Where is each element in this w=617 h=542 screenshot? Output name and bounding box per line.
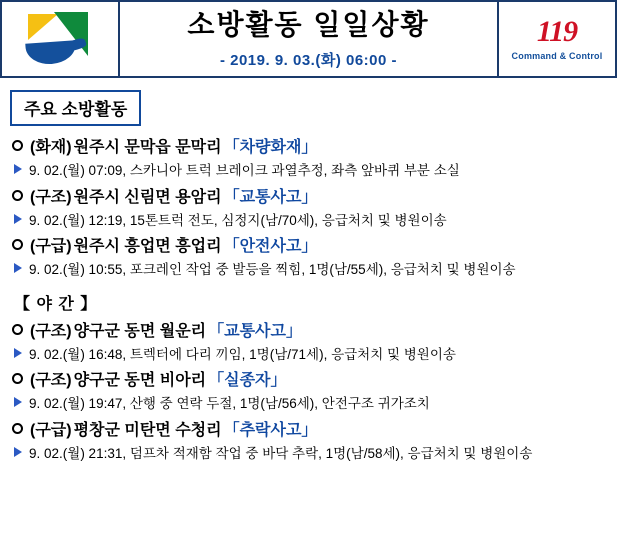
report-header (0, 0, 617, 78)
entry-place: 양구군 동면 비아리 (73, 372, 207, 390)
list-item (12, 237, 617, 279)
circle-bullet-icon (12, 373, 23, 384)
list-item (12, 138, 617, 180)
entry-detail-text: 9. 02.(월) 07:09, 스카니아 트럭 브레이크 과열추정, 좌측 앞바퀴 부분 소실 (29, 163, 460, 178)
entry-category: (구급) (30, 238, 72, 256)
header-title-block (120, 2, 497, 76)
triangle-bullet-icon (14, 447, 22, 457)
list-item (12, 421, 617, 463)
list-item (12, 188, 617, 230)
entry-title (12, 371, 617, 391)
entry-detail-text: 9. 02.(월) 21:31, 덤프차 적재함 작업 중 바닥 추락, 1명(남/58세), 응급처치 및 병원이송 (29, 445, 533, 461)
section-heading: 주요 소방활동 (10, 90, 141, 126)
list-item (12, 322, 617, 364)
agency-logo (2, 2, 120, 76)
entry-place: 양구군 동면 월운리 (73, 322, 207, 340)
entry-title (12, 188, 617, 208)
brand-119-number: 119 (536, 15, 578, 48)
page-subtitle: - 2019. 9. 03.(화) 06:00 - (219, 51, 398, 69)
entry-place: 원주시 흥업면 흥업리 (73, 238, 222, 256)
circle-bullet-icon (12, 190, 23, 201)
entry-detail (12, 212, 617, 230)
entry-kind: 「차량화재」 (223, 139, 318, 156)
entry-title (12, 138, 617, 158)
entry-category: (구조) (30, 188, 72, 206)
entry-detail (12, 261, 617, 279)
entry-category: (구조) (30, 372, 72, 390)
activity-list (0, 126, 617, 462)
triangle-bullet-icon (14, 397, 22, 407)
circle-bullet-icon (12, 239, 23, 250)
triangle-bullet-icon (14, 214, 22, 224)
entry-detail-text: 9. 02.(월) 10:55, 포크레인 작업 중 발등을 찍힘, 1명(남/55세), 응급처치 및 병원이송 (29, 262, 516, 278)
entry-kind: 「안전사고」 (223, 238, 318, 256)
entry-detail-text: 9. 02.(월) 19:47, 산행 중 연락 두절, 1명(남/56세), 안전구조 귀가조치 (29, 396, 430, 412)
list-item (12, 371, 617, 413)
entry-title (12, 237, 617, 257)
entry-kind: 「실종자」 (208, 372, 287, 390)
entry-category: (화재) (30, 139, 72, 156)
brand-119-caption: Command & Control (511, 51, 603, 61)
triangle-bullet-icon (14, 348, 22, 358)
entry-kind: 「교통사고」 (208, 322, 302, 340)
entry-title (12, 421, 617, 441)
triangle-bullet-icon (14, 164, 22, 174)
entry-place: 원주시 신림면 용암리 (73, 188, 222, 206)
entry-detail-text: 9. 02.(월) 16:48, 트렉터에 다리 끼임, 1명(남/71세), 응급처치 및 병원이송 (29, 346, 456, 362)
section-heading-wrap (10, 90, 617, 126)
entry-detail (12, 346, 617, 364)
triangle-bullet-icon (14, 263, 22, 273)
circle-bullet-icon (12, 324, 23, 335)
page-title: 소방활동 일일상황 (187, 9, 430, 41)
entry-detail (12, 445, 617, 463)
night-section-label: 【 야 간 】 (14, 295, 98, 313)
entry-detail-text: 9. 02.(월) 12:19, 15톤트럭 전도, 심정지(남/70세), 응급처치 및 병원이송 (29, 212, 447, 228)
circle-bullet-icon (12, 423, 23, 434)
circle-bullet-icon (12, 140, 23, 151)
entry-category: (구급) (30, 421, 72, 439)
entry-kind: 「교통사고」 (223, 188, 318, 206)
entry-place: 원주시 문막읍 문막리 (73, 139, 222, 156)
entry-detail (12, 395, 617, 413)
brand-119-block (497, 2, 615, 76)
entry-detail (12, 162, 617, 180)
entry-title (12, 322, 617, 342)
entry-kind: 「추락사고」 (223, 421, 318, 439)
entry-category: (구조) (30, 322, 72, 340)
entry-place: 평창군 미탄면 수청리 (73, 421, 222, 439)
